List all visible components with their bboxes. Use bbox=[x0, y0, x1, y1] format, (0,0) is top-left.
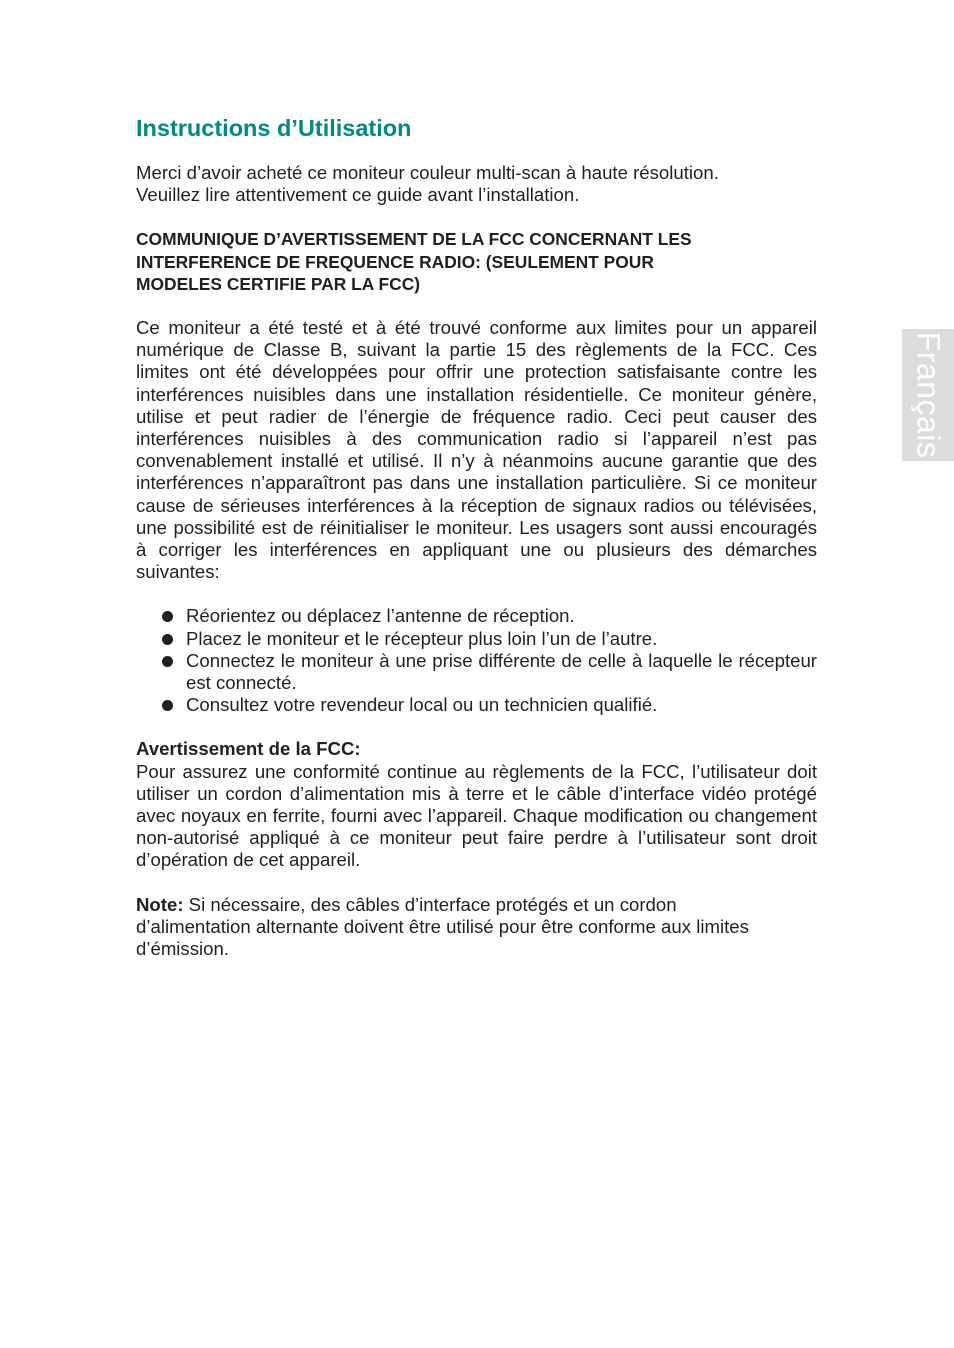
note-label: Note: bbox=[136, 893, 184, 915]
bullet-icon bbox=[162, 656, 173, 667]
document-content bbox=[136, 112, 817, 960]
bullet-icon bbox=[162, 611, 173, 622]
fcc-heading-line: MODELES CERTIFIE PAR LA FCC) bbox=[136, 273, 421, 294]
note-paragraph bbox=[136, 894, 817, 961]
intro-paragraph bbox=[136, 162, 817, 206]
list-item-text: Placez le moniteur et le récepteur plus loin l’un de l’autre. bbox=[186, 627, 658, 649]
bullet-icon bbox=[162, 634, 173, 645]
list-item bbox=[136, 694, 817, 716]
warning-heading: Avertissement de la FCC: bbox=[136, 738, 361, 760]
note-line: d’alimentation alternante doivent être utilisé pour être conforme aux limites bbox=[136, 915, 749, 937]
list-item-text: Consultez votre revendeur local ou un technicien qualifié. bbox=[186, 694, 658, 716]
fcc-body-paragraph: Ce moniteur a été testé et à été trouvé conforme aux limites pour un appareil numérique de Classe B, suivant la partie 15 des règlements de la FCC. Ces limites ont été développées pour offrir une protection satisfaisante contre les interférences nuisibles dans une installation résidentielle. Ce moniteur génère, utilise et peut radier de l’énergie de fréquence radio. Ceci peut causer des interférences nuisibles à des communication radio si l’appareil n’est pas convenablement installé et utilisé. Il n’y à néanmoins aucune garantie que des interférences n’apparaîtront pas dans une installation particulière. Si ce moniteur cause de sérieuses interférences à la réception de signaux radios ou télévisées, une possibilité est de réinitialiser le moniteur. Les usagers sont aussi encouragés à corriger les interférences en appliquant une ou plusieurs des démarches suivantes: bbox=[136, 317, 817, 583]
note-line: d’émission. bbox=[136, 938, 230, 960]
fcc-heading-line: COMMUNIQUE D’AVERTISSEMENT DE LA FCC CONCERNANT LES bbox=[136, 229, 692, 250]
list-item bbox=[136, 605, 817, 627]
page-title: Instructions d’Utilisation bbox=[136, 115, 412, 141]
intro-line: Veuillez lire attentivement ce guide avant l’installation. bbox=[136, 184, 580, 206]
bullet-icon bbox=[162, 700, 173, 711]
list-item-text: Réorientez ou déplacez l’antenne de réception. bbox=[186, 605, 575, 627]
list-item bbox=[136, 628, 817, 650]
list-item bbox=[136, 650, 817, 694]
language-side-tab bbox=[902, 329, 954, 461]
warning-body-paragraph: Pour assurez une conformité continue au règlements de la FCC, l’utilisateur doit utiliser un cordon d’alimentation mis à terre et le câble d’interface vidéo protégé avec noyaux en ferrite, fourni avec l’appareil. Chaque modification ou changement non-autorisé appliqué à ce moniteur peut faire perdre à l’utilisateur sont droit d’opération de cet appareil. bbox=[136, 760, 817, 871]
intro-line: Merci d’avoir acheté ce moniteur couleur multi-scan à haute résolution. bbox=[136, 162, 719, 183]
language-tab-label: Français bbox=[910, 331, 947, 459]
fcc-heading-line: INTERFERENCE DE FREQUENCE RADIO: (SEULEMENT POUR bbox=[136, 251, 654, 272]
note-line: Si nécessaire, des câbles d’interface protégés et un cordon bbox=[183, 893, 677, 915]
list-item-text: Connectez le moniteur à une prise différente de celle à laquelle le récepteur est connecté. bbox=[186, 649, 817, 694]
bullet-list bbox=[136, 605, 817, 716]
fcc-heading bbox=[136, 228, 817, 295]
